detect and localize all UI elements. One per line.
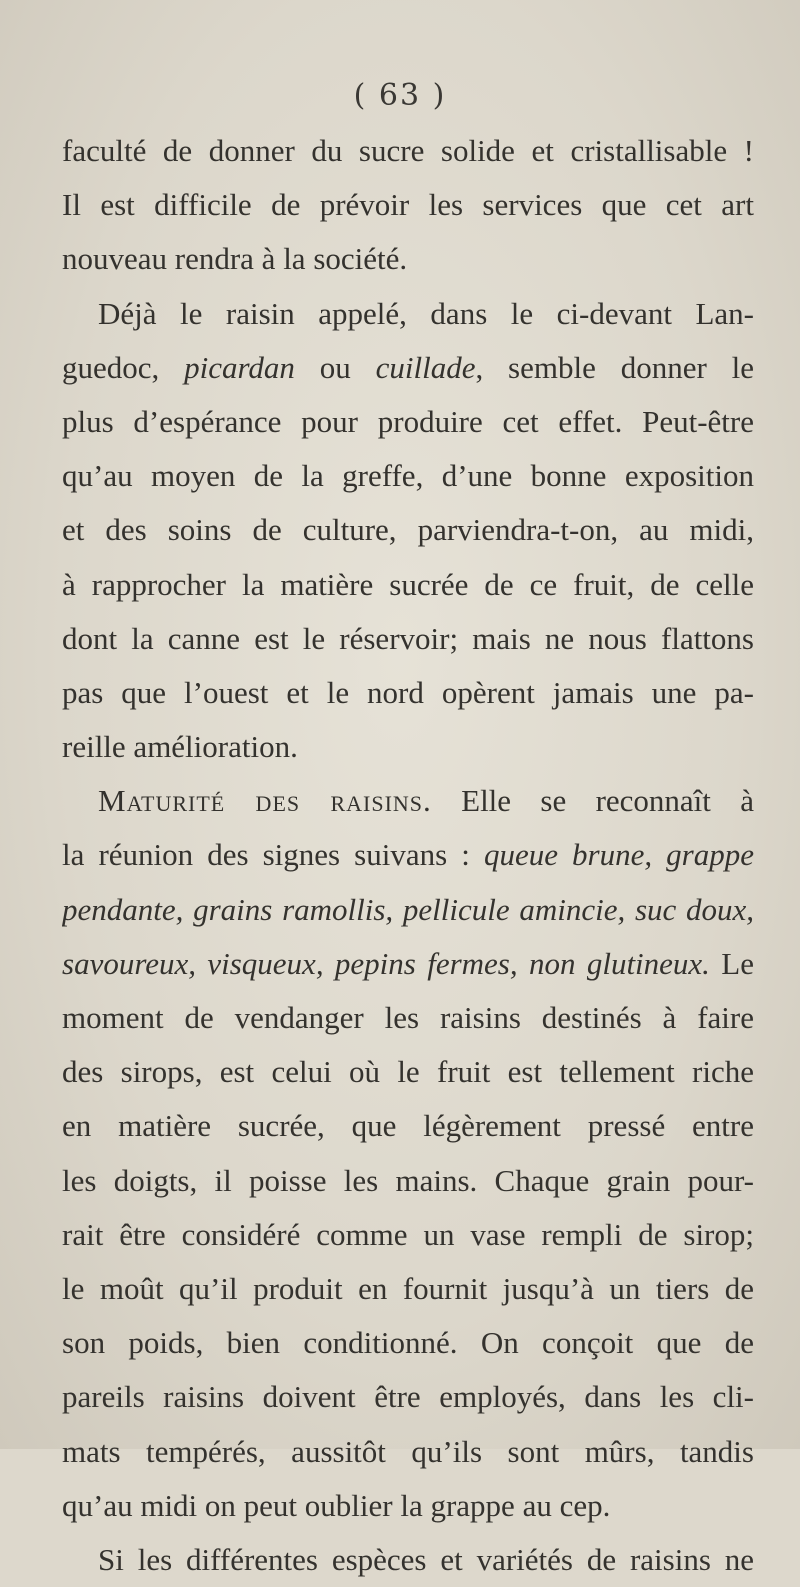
text-run: qu’au midi on peut oublier la grappe au cep.	[62, 1487, 611, 1523]
text-run: son poids, bien conditionné. On conçoit que de	[62, 1325, 754, 1361]
italic-text: pendante, grains ramollis, pellicule amincie, suc doux,	[62, 891, 754, 927]
text-run: Le	[709, 945, 754, 981]
text-line	[62, 287, 754, 341]
text-run: pareils raisins doivent être employés, dans les cli-	[62, 1379, 754, 1415]
text-line	[62, 720, 754, 774]
italic-text: queue brune, grappe	[483, 837, 754, 873]
text-run: , semble donner le	[475, 349, 754, 385]
text-run: Elle se reconnaît à	[431, 783, 754, 819]
text-line	[62, 1479, 754, 1533]
text-run: en matière sucrée, que légèrement pressé entre	[62, 1108, 754, 1144]
text-line	[62, 1316, 754, 1370]
text-line	[62, 1099, 754, 1153]
italic-text: picardan	[184, 349, 295, 385]
text-line	[62, 828, 754, 882]
text-line	[62, 558, 754, 612]
section-heading-text: Maturité des raisins.	[98, 783, 432, 819]
text-run: qu’au moyen de la greffe, d’une bonne exposition	[62, 458, 754, 494]
text-line	[62, 991, 754, 1045]
text-run: rait être considéré comme un vase rempli de sirop;	[62, 1216, 754, 1252]
text-run: faculté de donner du sucre solide et cristallisable !	[62, 133, 754, 168]
text-line	[62, 341, 754, 395]
text-line	[62, 124, 754, 178]
text-line	[62, 1262, 754, 1316]
text-line	[62, 612, 754, 666]
text-run: dont la canne est le réservoir; mais ne nous flattons	[62, 620, 754, 656]
text-line	[62, 1425, 754, 1479]
text-line	[62, 1370, 754, 1424]
text-run: moment de vendanger les raisins destinés à faire	[62, 1000, 754, 1035]
text-run: à rapprocher la matière sucrée de ce fruit, de celle	[62, 566, 754, 602]
text-line	[62, 1533, 754, 1587]
text-run: Si les différentes espèces et variétés de raisins ne	[98, 1541, 754, 1577]
text-line	[62, 774, 754, 828]
text-run: les doigts, il poisse les mains. Chaque grain pour-	[62, 1162, 754, 1198]
text-run: mats tempérés, aussitôt qu’ils sont mûrs, tandis	[62, 1433, 754, 1469]
text-run: guedoc,	[62, 349, 185, 385]
text-line	[62, 883, 754, 937]
italic-text: savoureux, visqueux, pepins fermes, non glutineux.	[62, 945, 710, 981]
page-number: ( 63 )	[353, 78, 447, 113]
text-run: reille amélioration.	[62, 729, 298, 765]
text-run: Il est difficile de prévoir les services que cet art	[62, 187, 754, 223]
text-run: des sirops, est celui où le fruit est tellement riche	[62, 1054, 754, 1090]
italic-text: cuillade	[375, 349, 476, 385]
text-line	[62, 232, 754, 286]
text-line	[62, 1208, 754, 1262]
text-run: pas que l’ouest et le nord opèrent jamais une pa-	[62, 674, 754, 710]
text-line	[62, 503, 754, 557]
text-line	[62, 666, 754, 720]
body-text	[62, 124, 754, 1587]
text-line	[62, 178, 754, 232]
text-run: Déjà le raisin appelé, dans le ci-devant Lan-	[98, 295, 754, 331]
text-line	[62, 1045, 754, 1099]
text-line	[62, 395, 754, 449]
text-run: le moût qu’il produit en fournit jusqu’à un tiers de	[62, 1270, 754, 1306]
text-run: la réunion des signes suivans :	[62, 837, 484, 873]
text-run: nouveau rendra à la société.	[62, 241, 408, 277]
text-run: plus d’espérance pour produire cet effet. Peut-être	[62, 403, 754, 439]
text-run: et des soins de culture, parviendra-t-on, au midi,	[62, 512, 754, 548]
text-line	[62, 937, 754, 991]
text-line	[62, 1154, 754, 1208]
text-line	[62, 449, 754, 503]
text-run: ou	[294, 349, 376, 385]
